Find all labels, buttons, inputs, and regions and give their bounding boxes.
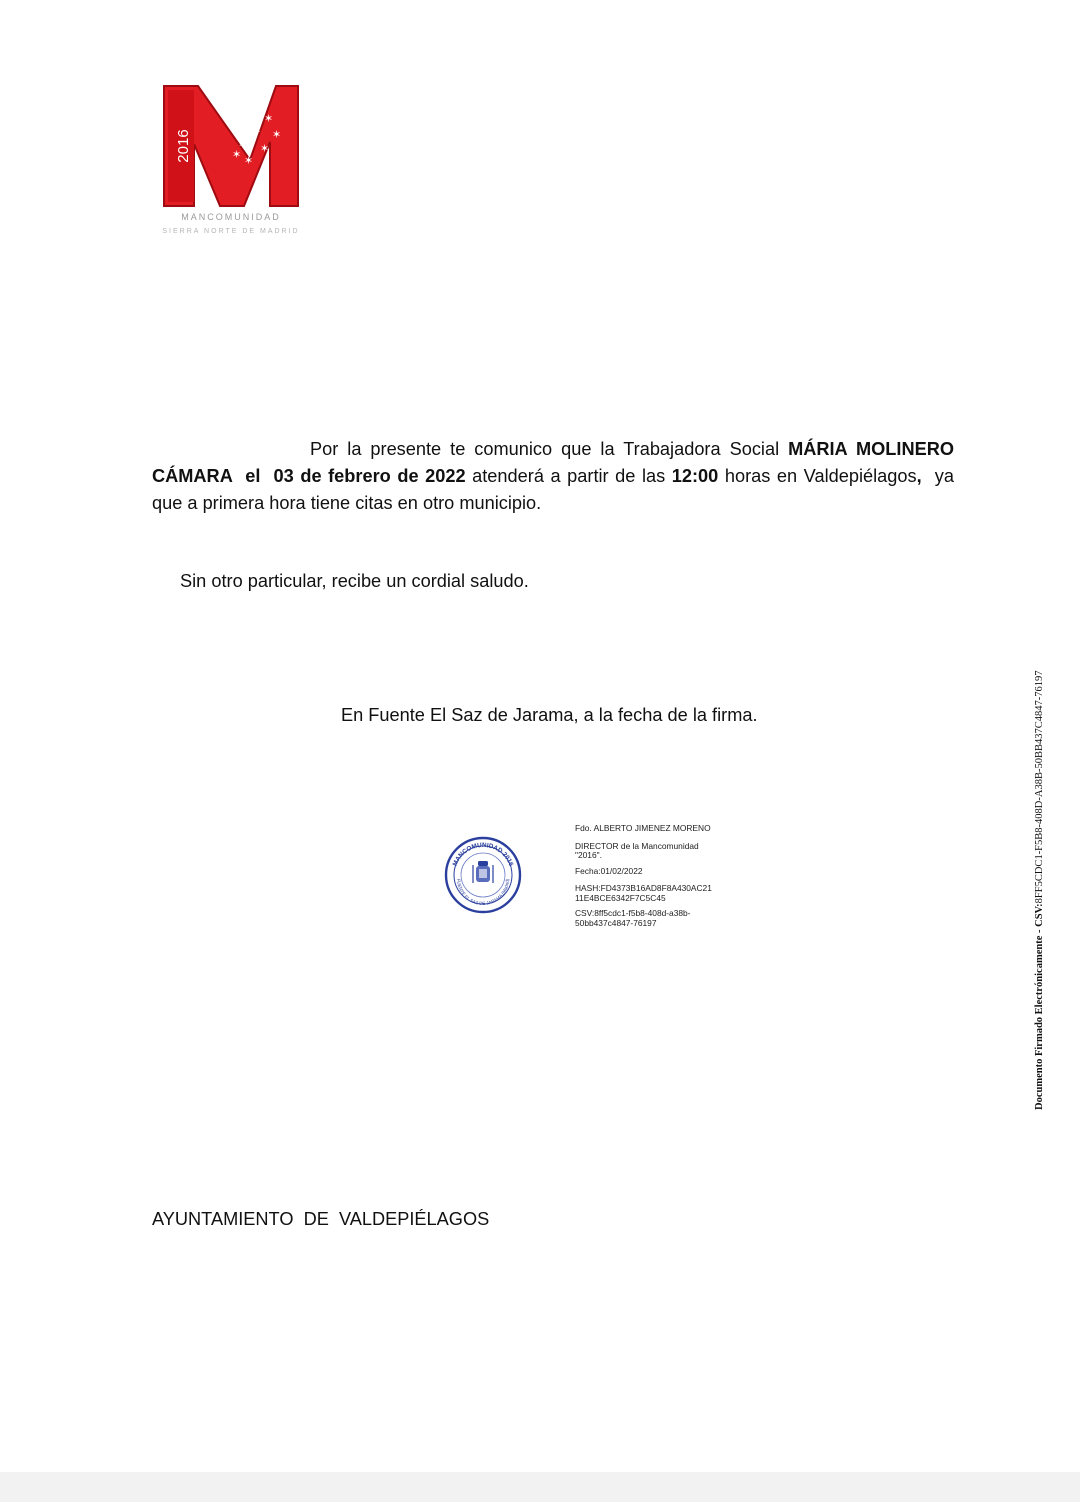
signature-block — [575, 824, 755, 936]
logo-m-icon — [160, 82, 302, 210]
recipient-line: AYUNTAMIENTO DE VALDEPIÉLAGOS — [152, 1209, 490, 1229]
logo-caption-line1: MANCOMUNIDAD — [181, 212, 281, 222]
svg-text:✶: ✶ — [238, 138, 248, 151]
svg-text:✶: ✶ — [232, 148, 242, 161]
signature-date: Fecha:01/02/2022 — [575, 865, 643, 876]
logo-caption-line2: SIERRA NORTE DE MADRID — [162, 228, 300, 235]
viewer-bottom-band — [0, 1472, 1080, 1502]
svg-text:✶: ✶ — [272, 128, 282, 141]
appointment-date: 03 de febrero de 2022 — [273, 466, 466, 486]
official-seal — [443, 835, 523, 915]
svg-text:FUENTE EL SAZ DE JARAMA (Madri: FUENTE EL SAZ DE JARAMA (Madrid) — [455, 878, 511, 907]
svg-text:✶: ✶ — [264, 112, 274, 125]
social-worker-name: MÁRIA MOLINERO CÁMARA — [152, 439, 954, 486]
logo-year-text: 2016 — [174, 129, 192, 163]
electronic-signature-notice: Documento Firmado Electrónicamente - CSV:8FF5CDC1-F5B8-408D-A38B-50BB437C4847-76197 — [1034, 670, 1045, 1110]
svg-text:✶: ✶ — [252, 124, 262, 137]
signature-csv: CSV:8ff5cdc1-f5b8-408d-a38b- 50bb437c4847-76197 — [575, 908, 691, 928]
svg-text:MANCOMUNIDAD 2016: MANCOMUNIDAD 2016 — [451, 841, 515, 868]
letter-closing: Sin otro particular, recibe un cordial saludo. — [180, 571, 529, 591]
seal-stamp-icon — [443, 835, 523, 915]
signed-by: Fdo. ALBERTO JIMENEZ MORENO — [575, 823, 711, 833]
csv-code: 8FF5CDC1-F5B8-408D-A38B-50BB437C4847-76197 — [1034, 670, 1045, 904]
svg-text:✶: ✶ — [260, 142, 270, 155]
letter-paragraph-1: Por la presente te comunico que la Trabajadora Social MÁRIA MOLINERO CÁMARA el 03 de febrero de 2022 atenderá a partir de las 12:00 horas en Valdepiélagos, ya que a primera hora tiene citas en otro municipio. — [152, 439, 960, 513]
signer-role: DIRECTOR de la Mancomunidad "2016". — [575, 840, 699, 860]
appointment-time: 12:00 — [671, 466, 719, 486]
mancomunidad-logo — [160, 82, 302, 244]
signature-hash: HASH:FD4373B16AD8F8A430AC21 11E4BCE6342F7C5C45 — [575, 883, 712, 903]
svg-text:✶: ✶ — [244, 154, 254, 167]
letter-place-date: En Fuente El Saz de Jarama, a la fecha de la firma. — [341, 705, 758, 725]
